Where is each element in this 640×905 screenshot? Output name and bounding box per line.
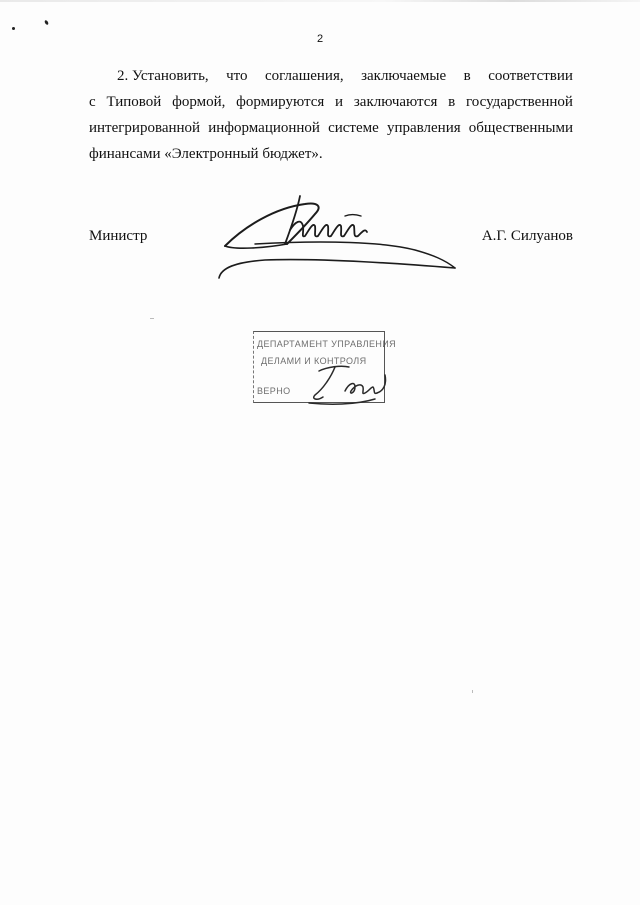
paragraph-line-3 bbox=[89, 115, 573, 141]
scan-mark bbox=[150, 318, 154, 319]
signatory-name: А.Г. Силуанов bbox=[481, 228, 573, 244]
word: 2. Установить, bbox=[117, 68, 209, 84]
word: государственной bbox=[466, 94, 573, 110]
stamp-line-3: ВЕРНО bbox=[257, 386, 291, 396]
word: заключаются bbox=[353, 94, 438, 110]
scan-mark bbox=[472, 690, 473, 693]
paragraph-line-2 bbox=[89, 89, 573, 115]
word: и bbox=[335, 94, 344, 110]
scan-speck bbox=[12, 27, 15, 30]
word: системе bbox=[328, 120, 379, 136]
stamp-line-2: ДЕЛАМИ И КОНТРОЛЯ bbox=[261, 356, 367, 366]
stamp-line-1: ДЕПАРТАМЕНТ УПРАВЛЕНИЯ bbox=[257, 339, 397, 349]
word: соглашения, bbox=[265, 68, 344, 84]
word: в bbox=[463, 68, 471, 84]
word: финансами «Электронный бюджет». bbox=[89, 146, 323, 162]
scan-edge bbox=[0, 0, 640, 2]
stamp-signature bbox=[305, 361, 390, 407]
word: управления bbox=[386, 120, 461, 136]
word: общественными bbox=[468, 120, 573, 136]
word: заключаемые bbox=[361, 68, 447, 84]
word: интегрированной bbox=[89, 120, 201, 136]
page-number: 2 bbox=[316, 33, 324, 45]
certification-stamp bbox=[253, 331, 397, 407]
signatory-title: Министр bbox=[89, 228, 148, 244]
word: соответствии bbox=[488, 68, 573, 84]
paragraph-line-1 bbox=[89, 63, 573, 89]
paragraph-line-4 bbox=[89, 141, 573, 167]
word: с bbox=[89, 94, 96, 110]
word: Типовой bbox=[106, 94, 162, 110]
word: информационной bbox=[208, 120, 320, 136]
word: что bbox=[226, 68, 248, 84]
word: формой, bbox=[172, 94, 226, 110]
handwritten-signature bbox=[205, 186, 465, 286]
scan-speck bbox=[44, 20, 49, 26]
paragraph-2 bbox=[89, 63, 573, 167]
word: в bbox=[448, 94, 456, 110]
word: формируются bbox=[236, 94, 325, 110]
